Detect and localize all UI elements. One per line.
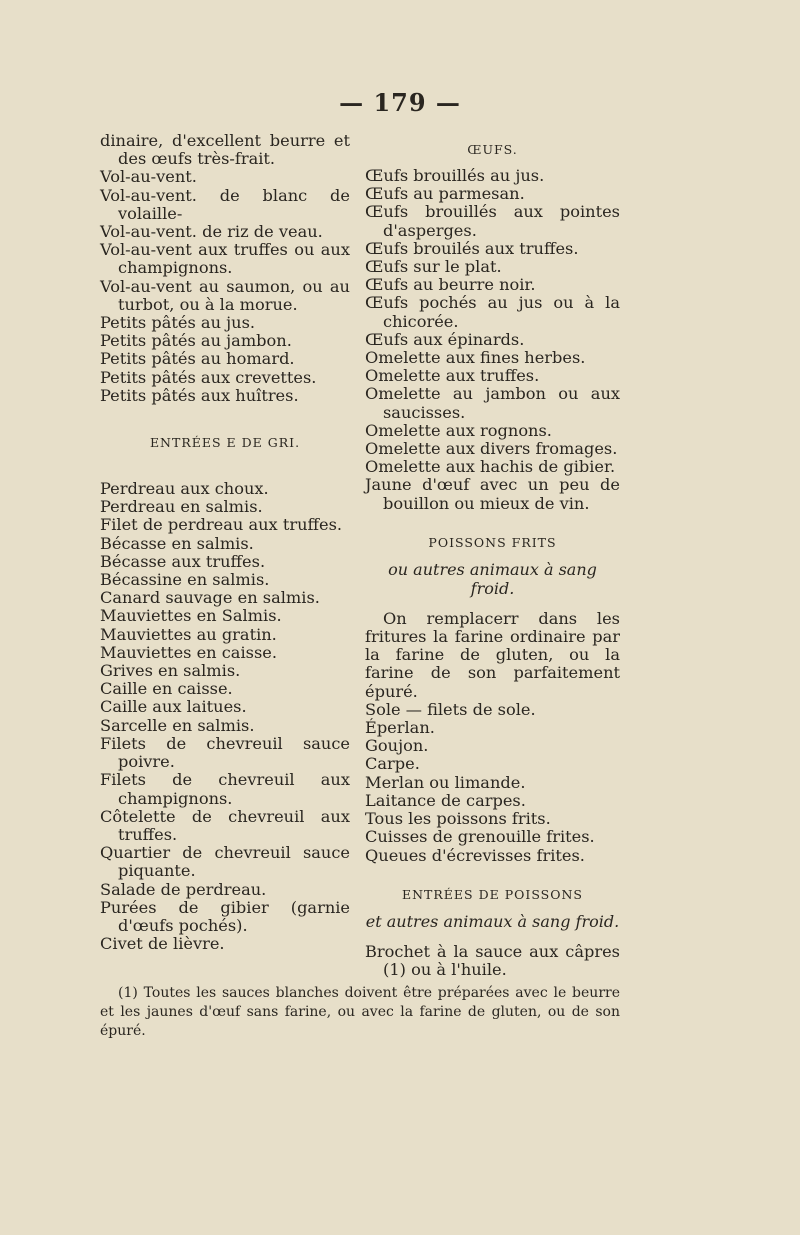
entrees-poissons-list	[365, 943, 620, 979]
list-item: Petits pâtés au jus.	[100, 313, 256, 333]
page-number: — 179 —	[339, 88, 461, 117]
left-list-top	[100, 132, 350, 405]
list-item: Bécassine en salmis.	[100, 570, 270, 590]
list-item: Petits pâtés au homard.	[100, 349, 295, 369]
list-item: Jaune d'œuf avec un peu de bouillon ou mieux de vin.	[365, 475, 620, 513]
list-item: dinaire, d'excellent beurre et des œufs très-frait.	[100, 131, 350, 169]
section-heading-entrees-poissons: ENTRÉES DE POISSONS	[402, 886, 583, 902]
list-item: Filet de perdreau aux truffes.	[100, 515, 343, 535]
oeufs-list	[365, 167, 620, 513]
list-item: Vol-au-vent.	[100, 167, 197, 187]
list-item: Omelette aux rognons.	[365, 420, 552, 440]
list-item: Quartier de chevreuil sauce piquante.	[100, 843, 350, 881]
list-item: Vol-au-vent. de blanc de volaille-	[100, 185, 350, 223]
left-list-bottom	[100, 480, 350, 953]
list-item: Civet de lièvre.	[100, 934, 225, 954]
list-item: Omelette aux truffes.	[365, 366, 540, 386]
list-item: Vol-au-vent. de riz de veau.	[100, 222, 323, 242]
list-item: Carpe.	[365, 754, 420, 774]
list-item: Omelette au jambon ou aux saucisses.	[365, 384, 620, 422]
list-item: Brochet à la sauce aux câpres (1) ou à l'huile.	[365, 941, 620, 979]
list-item: Perdreau aux choux.	[100, 479, 269, 499]
list-item: Omelette aux fines herbes.	[365, 348, 586, 368]
list-item: Œufs brouilés aux truffes.	[365, 238, 579, 258]
list-item: Vol-au-vent aux truffes ou aux champignons.	[100, 240, 350, 278]
list-item: Petits pâtés au jambon.	[100, 331, 292, 351]
list-item: Queues d'écrevisses frites.	[365, 845, 585, 865]
list-item: Grives en salmis.	[100, 661, 241, 681]
list-item: Côtelette de chevreuil aux truffes.	[100, 806, 350, 844]
list-item: Omelette aux divers fromages.	[365, 439, 618, 459]
list-item: Purées de gibier (garnie d'œufs pochés).	[100, 897, 350, 935]
list-item: Œufs brouillés au jus.	[365, 166, 545, 185]
section-heading-poissons-frits: POISSONS FRITS	[428, 534, 557, 550]
list-item: Éperlan.	[365, 718, 435, 738]
list-item: Merlan ou limande.	[365, 772, 526, 792]
list-item: Bécasse aux truffes.	[100, 551, 266, 571]
list-item: Sarcelle en salmis.	[100, 715, 255, 735]
list-item: Bécasse en salmis.	[100, 533, 254, 553]
list-item: Caille aux laitues.	[100, 697, 247, 717]
list-item: Laitance de carpes.	[365, 790, 526, 810]
list-item: Tous les poissons frits.	[365, 809, 551, 829]
section-heading-oeufs: ŒUFS.	[467, 142, 518, 157]
right-column	[365, 132, 620, 979]
list-item: Œufs au beurre noir.	[365, 275, 536, 295]
list-item: Sole — filets de sole.	[365, 699, 536, 719]
list-item: Cuisses de grenouille frites.	[365, 827, 595, 847]
left-column	[100, 132, 350, 953]
list-item: Petits pâtés aux huîtres.	[100, 385, 299, 405]
list-item: Petits pâtés aux crevettes.	[100, 367, 317, 387]
list-item: Canard sauvage en salmis.	[100, 588, 320, 608]
section-heading-entrees-gibier: ENTRÉES E DE GRI.	[149, 435, 301, 451]
intro-paragraph: On remplacerr dans les fritures la farine ordinaire par la farine de gluten, ou la farine de son parfaitement épuré.	[365, 608, 620, 701]
list-item: Mauviettes en Salmis.	[100, 606, 282, 626]
list-item: Mauviettes en caisse.	[100, 642, 277, 662]
list-item: Omelette aux hachis de gibier.	[365, 457, 616, 477]
list-item: Œufs sur le plat.	[365, 257, 502, 277]
list-item: Salade de perdreau.	[100, 879, 267, 899]
list-item: Œufs pochés au jus ou à la chicorée.	[365, 293, 620, 331]
footnote: (1) Toutes les sauces blanches doivent être préparées avec le beurre et les jaunes d'œuf sans farine, ou avec la farine de gluten, ou de son épuré.	[100, 985, 620, 1039]
poissons-list	[365, 701, 620, 865]
list-item: Œufs brouillés aux pointes d'asperges.	[365, 202, 620, 240]
list-item: Goujon.	[365, 736, 429, 756]
list-item: Filets de chevreuil sauce poivre.	[100, 733, 350, 772]
subheading-entrees-poissons: et autres animaux à sang froid.	[365, 911, 620, 931]
list-item: Œufs aux épinards.	[365, 329, 525, 349]
list-item: Perdreau en salmis.	[100, 497, 263, 517]
list-item: Œufs au parmesan.	[365, 184, 525, 204]
list-item: Caille en caisse.	[100, 679, 233, 699]
list-item: Filets de chevreuil aux champignons.	[100, 770, 350, 808]
list-item: Mauviettes au gratin.	[100, 624, 277, 644]
list-item: Vol-au-vent au saumon, ou au turbot, ou à la morue.	[100, 276, 350, 314]
subheading-poissons-frits: ou autres animaux à sang froid.	[388, 559, 597, 598]
